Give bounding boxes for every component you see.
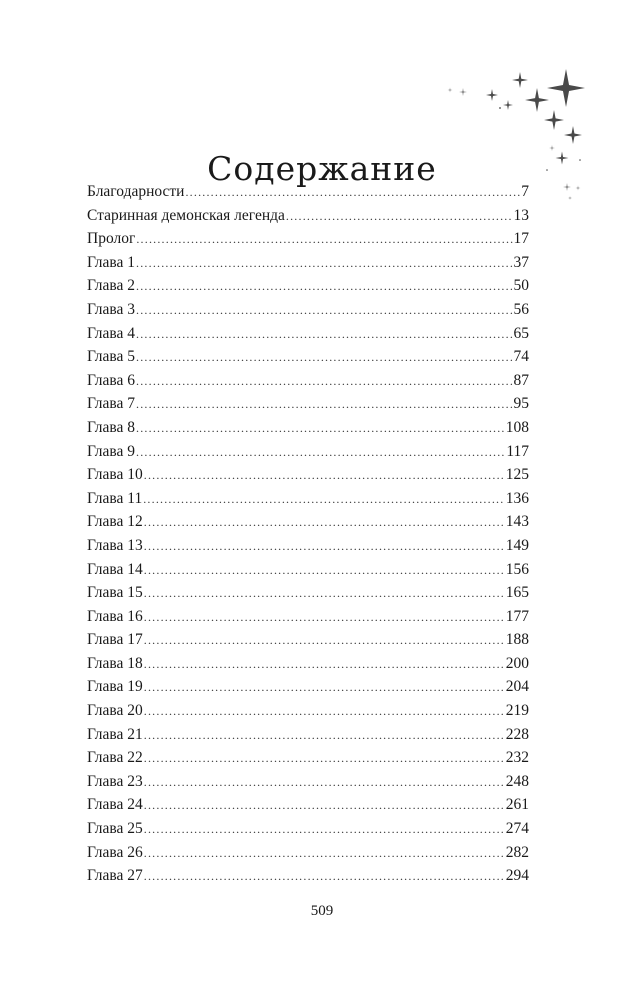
toc-entry-label: Старинная демонская легенда <box>87 206 285 224</box>
toc-entry[interactable] <box>87 322 529 346</box>
toc-entry-label: Глава 18 <box>87 654 143 672</box>
toc-entry-page: 261 <box>505 796 529 814</box>
toc-entry-label: Глава 15 <box>87 584 143 602</box>
toc-entry[interactable] <box>87 180 529 204</box>
toc-entry[interactable] <box>87 369 529 393</box>
toc-entry-page: 165 <box>505 584 529 602</box>
toc-entry[interactable] <box>87 274 529 298</box>
dot-leader <box>136 228 512 252</box>
toc-entry-label: Глава 7 <box>87 395 136 413</box>
dot-leader <box>144 865 505 889</box>
toc-entry[interactable] <box>87 864 529 888</box>
toc-entry-page: 17 <box>513 230 529 248</box>
dot-leader <box>144 724 505 748</box>
toc-entry-page: 136 <box>505 489 529 507</box>
toc-entry-page: 37 <box>513 253 529 271</box>
toc-entry-label: Глава 5 <box>87 348 136 366</box>
toc-entry[interactable] <box>87 817 529 841</box>
toc-entry-label: Глава 6 <box>87 371 136 389</box>
toc-entry[interactable] <box>87 841 529 865</box>
dot-leader <box>136 346 512 370</box>
dot-leader <box>136 441 505 465</box>
toc-entry[interactable] <box>87 510 529 534</box>
toc-entry-label: Глава 26 <box>87 843 143 861</box>
toc-entry[interactable] <box>87 534 529 558</box>
toc-entry-label: Глава 12 <box>87 513 143 531</box>
toc-entry[interactable] <box>87 746 529 770</box>
dot-leader <box>144 606 505 630</box>
toc-entry[interactable] <box>87 227 529 251</box>
toc-entry-label: Глава 14 <box>87 560 143 578</box>
toc-entry-page: 188 <box>505 631 529 649</box>
dot-leader <box>185 181 520 205</box>
toc-entry-page: 156 <box>505 560 529 578</box>
dot-leader <box>144 794 505 818</box>
toc-entry[interactable] <box>87 675 529 699</box>
dot-leader <box>136 393 512 417</box>
toc-entry-label: Глава 1 <box>87 253 136 271</box>
toc-entry-label: Глава 19 <box>87 678 143 696</box>
toc-entry-label: Глава 4 <box>87 324 136 342</box>
dot-leader <box>136 299 512 323</box>
toc-entry[interactable] <box>87 581 529 605</box>
dot-leader <box>144 747 505 771</box>
toc-entry-label: Глава 20 <box>87 702 143 720</box>
toc-entry[interactable] <box>87 392 529 416</box>
toc-entry[interactable] <box>87 440 529 464</box>
toc-entry-page: 65 <box>513 324 529 342</box>
toc-entry-page: 248 <box>505 772 529 790</box>
dot-leader <box>144 535 505 559</box>
toc-entry[interactable] <box>87 487 529 511</box>
toc-entry-page: 143 <box>505 513 529 531</box>
toc-entry-page: 177 <box>505 607 529 625</box>
toc-entry[interactable] <box>87 699 529 723</box>
toc-entry[interactable] <box>87 723 529 747</box>
toc-entry-page: 274 <box>505 820 529 838</box>
toc-entry-page: 74 <box>513 348 529 366</box>
dot-leader <box>286 205 513 229</box>
toc-entry[interactable] <box>87 345 529 369</box>
toc-entry-page: 108 <box>505 418 529 436</box>
dot-leader <box>144 511 505 535</box>
dot-leader <box>144 582 505 606</box>
toc-entry-label: Пролог <box>87 230 136 248</box>
toc-entry-page: 294 <box>505 867 529 885</box>
toc-entry-label: Глава 24 <box>87 796 143 814</box>
toc-entry-label: Глава 9 <box>87 442 136 460</box>
dot-leader <box>144 771 505 795</box>
toc-entry-label: Глава 23 <box>87 772 143 790</box>
dot-leader <box>143 488 505 512</box>
toc-entry-page: 125 <box>505 466 529 484</box>
toc-entry[interactable] <box>87 251 529 275</box>
toc-entry-label: Глава 22 <box>87 749 143 767</box>
toc-entry-page: 56 <box>513 300 529 318</box>
toc-entry[interactable] <box>87 770 529 794</box>
toc-entry[interactable] <box>87 652 529 676</box>
toc-entry-label: Глава 2 <box>87 277 136 295</box>
toc-entry-page: 87 <box>513 371 529 389</box>
toc-entry-page: 95 <box>513 395 529 413</box>
page-number: 509 <box>310 903 334 919</box>
toc-entry-label: Глава 8 <box>87 418 136 436</box>
toc-entry-page: 149 <box>505 536 529 554</box>
toc-entry[interactable] <box>87 558 529 582</box>
toc-entry-page: 13 <box>513 206 529 224</box>
dot-leader <box>144 842 505 866</box>
toc-entry-page: 117 <box>506 442 529 460</box>
toc-entry-label: Глава 27 <box>87 867 143 885</box>
toc-entry-page: 232 <box>505 749 529 767</box>
toc-entry[interactable] <box>87 204 529 228</box>
dot-leader <box>144 653 505 677</box>
toc-entry[interactable] <box>87 416 529 440</box>
toc-entry-label: Глава 17 <box>87 631 143 649</box>
toc-entry[interactable] <box>87 605 529 629</box>
toc-entry-label: Глава 21 <box>87 725 143 743</box>
dot-leader <box>144 464 505 488</box>
toc-entry-page: 282 <box>505 843 529 861</box>
toc-entry[interactable] <box>87 793 529 817</box>
toc-entry[interactable] <box>87 628 529 652</box>
toc-entry-page: 200 <box>505 654 529 672</box>
toc-entry[interactable] <box>87 463 529 487</box>
dot-leader <box>136 417 505 441</box>
toc-entry-page: 219 <box>505 702 529 720</box>
toc-entry-label: Благодарности <box>87 183 185 200</box>
dot-leader <box>136 275 512 299</box>
toc-entry-label: Глава 13 <box>87 536 143 554</box>
toc-entry-label: Глава 11 <box>87 489 143 507</box>
dot-leader <box>144 700 505 724</box>
dot-leader <box>136 323 512 347</box>
table-of-contents <box>87 180 529 888</box>
toc-entry-label: Глава 3 <box>87 300 136 318</box>
toc-entry-label: Глава 10 <box>87 466 143 484</box>
toc-entry-label: Глава 25 <box>87 820 143 838</box>
toc-entry[interactable] <box>87 298 529 322</box>
toc-entry-label: Глава 16 <box>87 607 143 625</box>
dot-leader <box>144 629 505 653</box>
dot-leader <box>136 252 512 276</box>
dot-leader <box>144 818 505 842</box>
dot-leader <box>144 559 505 583</box>
page-title: Содержание <box>207 149 437 189</box>
toc-entry-page: 204 <box>505 678 529 696</box>
toc-entry-page: 7 <box>521 183 529 200</box>
toc-entry-page: 50 <box>513 277 529 295</box>
dot-leader <box>136 370 512 394</box>
toc-entry-page: 228 <box>505 725 529 743</box>
dot-leader <box>144 676 505 700</box>
